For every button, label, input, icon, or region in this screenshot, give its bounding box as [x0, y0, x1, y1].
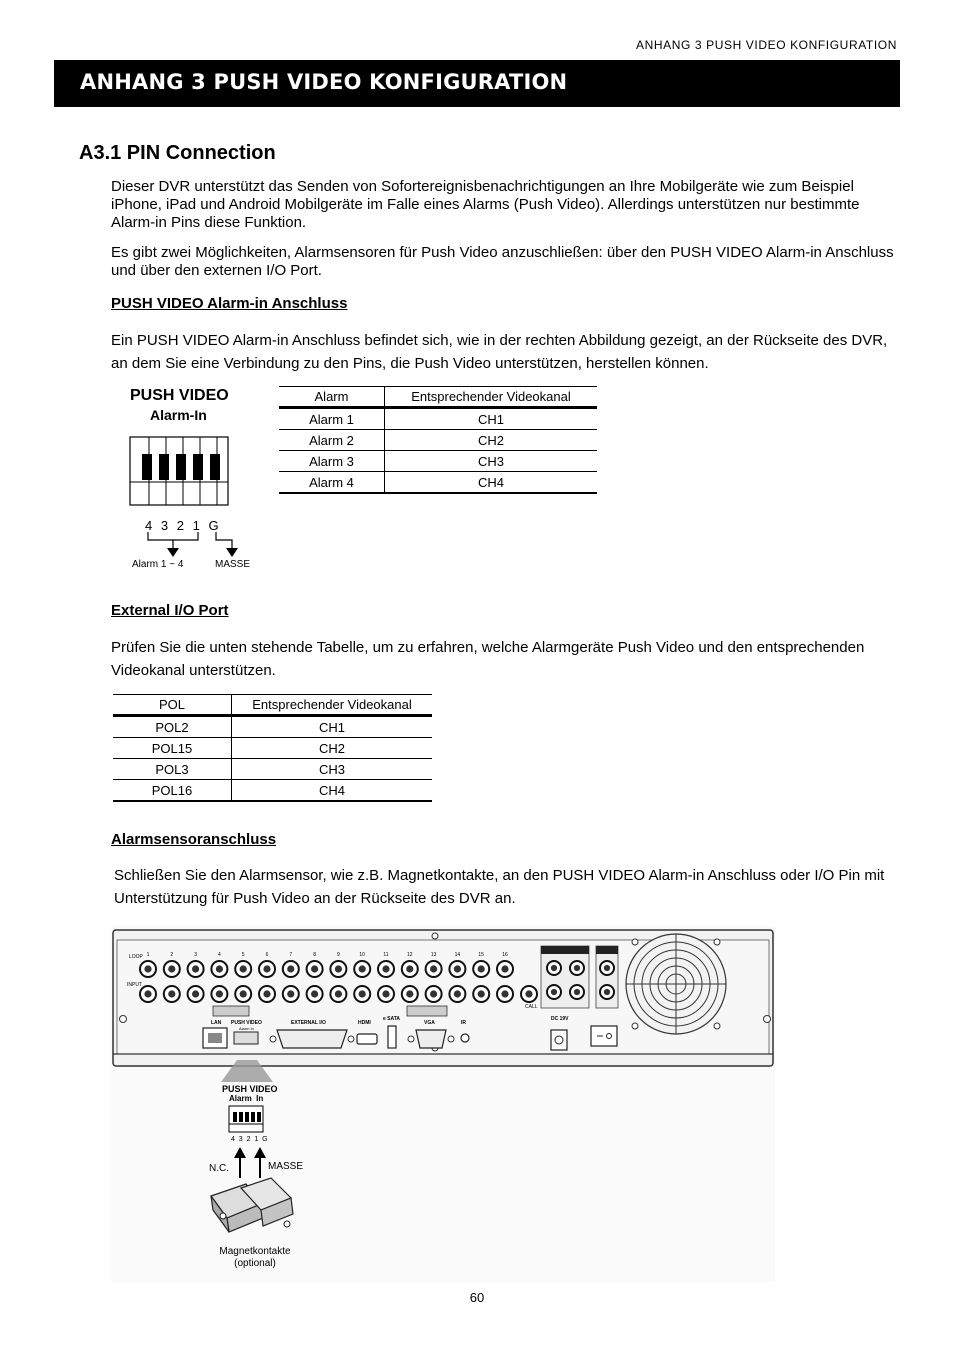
table-header-row	[113, 695, 432, 716]
hdmi-label: HDMI	[358, 1020, 371, 1026]
table-cell: Alarm 3	[279, 451, 385, 472]
table-row	[113, 780, 432, 802]
alarm-in-paragraph: Ein PUSH VIDEO Alarm-in Anschluss befindet sich, wie in der rechten Abbildung gezeigt, an der Rückseite des DVR, an dem Sie eine Verbindung zu den Pins, die Push Video unterstützen, herstellen können.	[111, 332, 888, 372]
alarm-in-heading: PUSH VIDEO Alarm-in Anschluss	[111, 295, 348, 312]
external-io-heading: External I/O Port	[111, 602, 229, 619]
table-cell: CH2	[232, 738, 433, 759]
vga-port	[416, 1030, 446, 1048]
table-header: POL	[113, 695, 232, 716]
esata-port	[388, 1026, 396, 1048]
channel-number: 7	[289, 952, 293, 958]
table-row	[279, 430, 597, 451]
hdmi-port	[357, 1034, 377, 1044]
running-header: ANHANG 3 PUSH VIDEO KONFIGURATION	[636, 38, 897, 52]
ground-arrow	[226, 548, 238, 557]
fan-grille	[626, 934, 726, 1034]
panel-push-video-label: PUSH VIDEO	[231, 1020, 262, 1026]
pin-slot-1	[193, 454, 203, 480]
alarm-arrow	[167, 548, 179, 557]
table-header: Alarm	[279, 387, 385, 408]
dc-label: DC 19V	[551, 1016, 569, 1022]
power-switch	[591, 1026, 617, 1046]
ground-label: MASSE	[215, 559, 251, 570]
channel-number: 13	[430, 952, 437, 958]
page-number: 60	[469, 1290, 485, 1305]
channel-number: 6	[265, 952, 269, 958]
pin-slot-g	[210, 454, 220, 480]
table-cell: Alarm 1	[279, 408, 385, 430]
callout-pins: 4 3 2 1 G	[231, 1136, 268, 1143]
pin-slot-4	[142, 454, 152, 480]
pin-slot-2	[176, 454, 186, 480]
external-io-port	[277, 1030, 347, 1048]
channel-number: 8	[313, 952, 316, 958]
table-cell: CH1	[385, 408, 598, 430]
channel-number: 9	[337, 952, 340, 958]
intro-paragraph-1: Dieser DVR unterstützt das Senden von Sofortereignisbenachrichtigungen an Ihre Mobilgeräte wie zum Beispiel iPhone, iPad und Android Mobilgeräte im Falle eines Alarms (Push Video). Allerdings unterstützen nur bestimmte Alarm-in Pins diese Funktion.	[111, 178, 860, 231]
table-row	[279, 472, 597, 494]
table-header-row	[279, 387, 597, 408]
table-header: Entsprechender Videokanal	[385, 387, 598, 408]
channel-number: 5	[241, 952, 245, 958]
pin-slot-3	[159, 454, 169, 480]
channel-number: 10	[359, 952, 365, 958]
callout-subtitle: Alarm In	[229, 1094, 264, 1103]
channel-number: 3	[194, 952, 197, 958]
pv-figure-title: PUSH VIDEO	[130, 387, 229, 404]
table-cell: POL15	[113, 738, 232, 759]
dvr-rear-figure	[111, 926, 775, 1282]
input-label: INPUT	[127, 982, 142, 988]
table-row	[279, 408, 597, 430]
sensor-heading: Alarmsensoranschluss	[111, 831, 277, 848]
lan-label: LAN	[211, 1020, 222, 1026]
channel-number: 16	[502, 952, 508, 958]
external-io-paragraph: Prüfen Sie die unten stehende Tabelle, um zu erfahren, welche Alarmgeräte Push Video und den entsprechenden Videokanal unterstützen.	[111, 639, 865, 679]
chapter-banner	[54, 60, 900, 107]
callout-connector	[229, 1106, 263, 1132]
alarm-in-connector-diagram	[120, 430, 270, 580]
table-cell: CH4	[232, 780, 433, 802]
magnetic-contacts-icon	[211, 1178, 293, 1232]
callout-nc-label: N.C.	[209, 1163, 229, 1174]
device-note: (optional)	[234, 1258, 276, 1269]
callout-title: PUSH VIDEO	[222, 1084, 278, 1094]
device-label: Magnetkontakte	[219, 1246, 291, 1257]
intro-paragraph-2: Es gibt zwei Möglichkeiten, Alarmsensoren für Push Video anzuschließen: über den PUSH VIDEO Alarm-in Anschluss und über den externen I/O Port.	[111, 244, 894, 279]
push-video-port-small	[234, 1032, 258, 1044]
table-row	[279, 451, 597, 472]
vga-label: VGA	[424, 1020, 435, 1026]
pol-channel-table	[113, 694, 432, 802]
call-label: CALL	[525, 1004, 538, 1010]
panel-alarm-in-label: Alarm In	[239, 1026, 254, 1031]
channel-number: 2	[170, 952, 174, 958]
table-row	[113, 716, 432, 738]
table-row	[113, 738, 432, 759]
section-title: A3.1 PIN Connection	[79, 142, 276, 164]
channel-number: 4	[218, 952, 221, 958]
alarm-channel-table	[279, 386, 597, 494]
table-cell: POL16	[113, 780, 232, 802]
table-cell: Alarm 2	[279, 430, 385, 451]
channel-number: 12	[407, 952, 413, 958]
ir-port	[461, 1034, 469, 1042]
dvr-rear-panel	[111, 926, 775, 1282]
channel-number: 14	[454, 952, 461, 958]
table-cell: CH1	[232, 716, 433, 738]
external-io-label: EXTERNAL I/O	[291, 1020, 326, 1026]
channel-number: 15	[478, 952, 484, 958]
loop-label: LOOP	[129, 954, 143, 960]
pv-figure-subtitle: Alarm-In	[150, 407, 207, 423]
alarm-range-label: Alarm 1 ~ 4	[132, 559, 184, 570]
table-cell: POL2	[113, 716, 232, 738]
pin-labels: 4 3 2 1 G	[145, 518, 219, 533]
table-row	[113, 759, 432, 780]
channel-number: 11	[383, 952, 389, 958]
table-header: Entsprechender Videokanal	[232, 695, 433, 716]
ir-label: IR	[461, 1020, 466, 1026]
sensor-paragraph: Schließen Sie den Alarmsensor, wie z.B. Magnetkontakte, an den PUSH VIDEO Alarm-in Anschluss oder I/O Pin mit Unterstützung für Push Video an der Rückseite des DVR an.	[114, 867, 885, 907]
table-cell: CH3	[385, 451, 598, 472]
table-cell: Alarm 4	[279, 472, 385, 494]
table-cell: CH3	[232, 759, 433, 780]
table-cell: POL3	[113, 759, 232, 780]
esata-label: e SATA	[383, 1016, 401, 1022]
table-cell: CH2	[385, 430, 598, 451]
channel-number: 1	[146, 952, 150, 958]
callout-ground-label: MASSE	[268, 1161, 304, 1172]
chapter-title: ANHANG 3 PUSH VIDEO KONFIGURATION	[80, 70, 568, 94]
table-cell: CH4	[385, 472, 598, 494]
